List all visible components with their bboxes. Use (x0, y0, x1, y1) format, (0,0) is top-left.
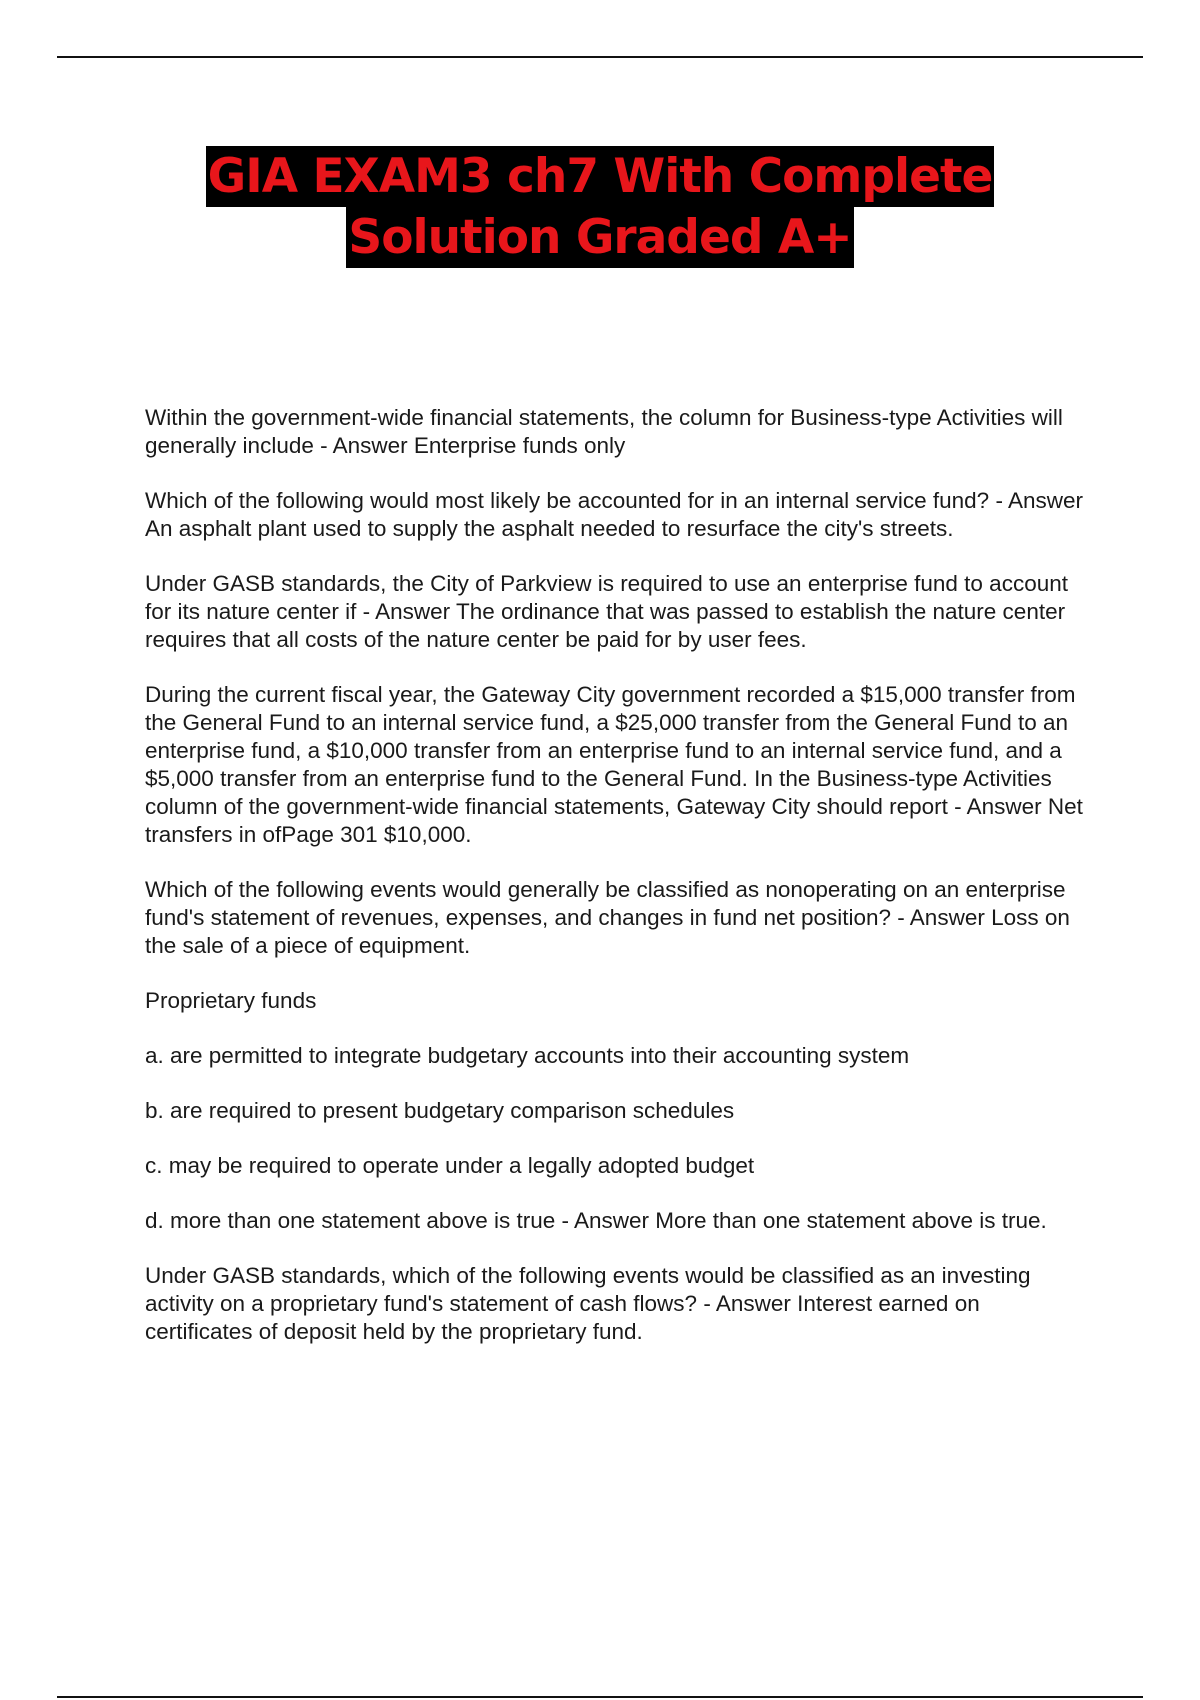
bottom-rule (57, 1696, 1143, 1698)
paragraph: Under GASB standards, which of the following events would be classified as an investing activity on a proprietary fund's statement of cash flows? - Answer Interest earned on certificates of deposit held by the proprietary fund. (145, 1263, 1031, 1344)
option-a: a. are permitted to integrate budgetary accounts into their accounting system (145, 1043, 910, 1068)
option-b: b. are required to present budgetary comparison schedules (145, 1098, 735, 1123)
paragraph: Proprietary funds (145, 988, 317, 1013)
paragraph: Under GASB standards, the City of Parkview is required to use an enterprise fund to account for its nature center if - Answer The ordinance that was passed to establish the nature center requires that all costs of the nature center be paid for by user fees. (145, 571, 1068, 652)
top-rule (57, 56, 1143, 58)
title-line-2: Solution Graded A+ (346, 207, 853, 268)
paragraph: Within the government-wide financial statements, the column for Business-type Activities will generally include - Answer Enterprise funds only (145, 405, 1063, 458)
title-line-1: GIA EXAM3 ch7 With Complete (206, 146, 995, 207)
document-body (145, 404, 1085, 1373)
option-d: d. more than one statement above is true - Answer More than one statement above is true. (145, 1208, 1047, 1233)
paragraph: Which of the following would most likely be accounted for in an internal service fund? - Answer An asphalt plant used to supply the asphalt needed to resurface the city's streets. (145, 488, 1083, 541)
paragraph: Which of the following events would generally be classified as nonoperating on an enterprise fund's statement of revenues, expenses, and changes in fund net position? - Answer Loss on the sale of a piece of equipment. (145, 877, 1070, 958)
option-c: c. may be required to operate under a legally adopted budget (145, 1153, 755, 1178)
paragraph: During the current fiscal year, the Gateway City government recorded a $15,000 transfer from the General Fund to an internal service fund, a $25,000 transfer from the General Fund to an enterprise fund, a $10,000 transfer from an enterprise fund to an internal service fund, and a $5,000 transfer from an enterprise fund to the General Fund. In the Business-type Activities column of the government-wide financial statements, Gateway City should report - Answer Net transfers in ofPage 301 $10,000. (145, 682, 1083, 847)
document-title (0, 146, 1200, 268)
